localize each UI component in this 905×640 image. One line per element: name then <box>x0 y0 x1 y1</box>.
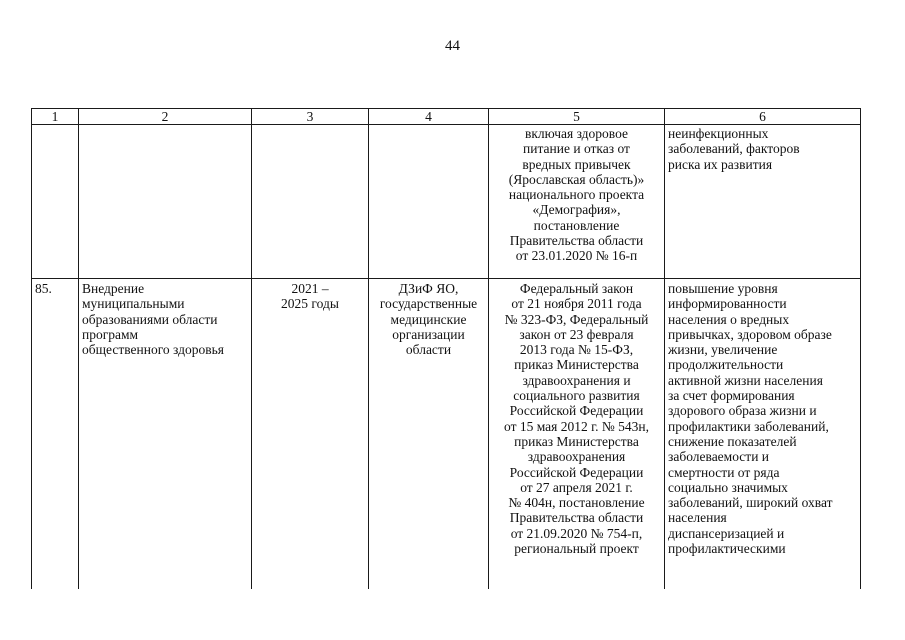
row-number-cell <box>32 125 79 279</box>
period-cell <box>252 279 369 590</box>
cell-text-line: 2013 года № 15-ФЗ, <box>519 342 634 358</box>
legal-basis-cell <box>489 279 665 590</box>
cell-text-line: неинфекционных <box>668 126 769 141</box>
cell-text-line: приказ Министерства <box>514 357 639 373</box>
expected-result-cell <box>665 125 861 279</box>
table-row <box>32 279 861 590</box>
cell-text-line: от 21.09.2020 № 754-п, <box>510 525 643 541</box>
cell-text-line: социального развития <box>513 388 640 404</box>
cell-text-line: от 15 мая 2012 г. № 543н, <box>504 418 649 434</box>
cell-text-line: национального проекта <box>508 187 645 203</box>
cell-text-line: профилактики заболеваний, <box>668 418 829 434</box>
cell-text-line: организации <box>392 326 465 342</box>
cell-text-line: за счет формирования <box>668 388 795 404</box>
cell-text-line: медицинские <box>390 311 467 327</box>
cell-text-line: ДЗиФ ЯО, <box>398 281 459 296</box>
cell-text-line: приказ Министерства <box>514 433 639 449</box>
cell-text-line: области <box>405 342 452 358</box>
cell-text-line: программ <box>82 326 139 342</box>
cell-text-line: здравоохранения и <box>522 372 631 388</box>
cell-text-line: смертности от ряда <box>668 464 780 480</box>
header-col-1: 1 <box>32 109 79 125</box>
cell-text-line: населения <box>668 510 727 526</box>
cell-text-line: государственные <box>379 296 478 312</box>
cell-text-line: жизни, увеличение <box>668 342 778 358</box>
measures-table <box>31 108 861 589</box>
table-header-row <box>32 109 861 125</box>
cell-text-line: общественного здоровья <box>82 342 224 358</box>
cell-text-line: здравоохранения <box>527 449 626 465</box>
cell-text-line: от 21 ноября 2011 года <box>511 296 642 312</box>
cell-text-line: привычках, здоровом образе <box>668 326 832 342</box>
cell-text-line: № 404н, постановление <box>508 495 645 511</box>
cell-text-line: 2025 годы <box>281 296 339 312</box>
cell-text-line: «Демография», <box>532 202 621 218</box>
cell-text-line: от 23.01.2020 № 16-п <box>515 248 638 264</box>
cell-text-line: продолжительности <box>668 357 784 373</box>
cell-text-line: вредных привычек <box>522 156 631 172</box>
measure-name-cell <box>79 125 252 279</box>
cell-text-line: риска их развития <box>668 156 773 172</box>
header-col-5: 5 <box>489 109 665 125</box>
cell-text-line: здорового образа жизни и <box>668 403 817 419</box>
cell-text-line: Правительства области <box>509 510 644 526</box>
measure-name-cell <box>79 279 252 590</box>
cell-text-line: включая здоровое <box>524 126 628 141</box>
page-number: 44 <box>445 38 460 54</box>
header-col-3: 3 <box>252 109 369 125</box>
executor-cell <box>369 125 489 279</box>
cell-text-line: Внедрение <box>82 281 145 296</box>
legal-basis-cell <box>489 125 665 279</box>
period-cell <box>252 125 369 279</box>
cell-text-line: (Ярославская область)» <box>508 171 645 187</box>
cell-text-line: диспансеризацией и <box>668 525 785 541</box>
cell-text-line: Правительства области <box>509 233 644 249</box>
cell-text-line: снижение показателей <box>668 433 797 449</box>
cell-text-line: населения о вредных <box>668 311 790 327</box>
cell-text-line: социально значимых <box>668 479 788 495</box>
cell-text-line: заболеваний, факторов <box>668 141 800 157</box>
cell-text-line: закон от 23 февраля <box>519 326 634 342</box>
cell-text-line: активной жизни населения <box>668 372 823 388</box>
cell-text-line: Федеральный закон <box>519 281 634 296</box>
cell-text-line: региональный проект <box>514 541 639 557</box>
cell-text-line: образованиями области <box>82 311 218 327</box>
header-col-6: 6 <box>665 109 861 125</box>
header-col-2: 2 <box>79 109 252 125</box>
cell-text-line: № 323-ФЗ, Федеральный <box>504 311 649 327</box>
cell-text-line: профилактическими <box>668 541 786 557</box>
header-col-4: 4 <box>369 109 489 125</box>
expected-result-cell <box>665 279 861 590</box>
row-number-cell: 85. <box>32 279 79 590</box>
cell-text-line: заболеваний, широкий охват <box>668 495 833 511</box>
executor-cell <box>369 279 489 590</box>
cell-text-line: постановление <box>533 217 620 233</box>
cell-text-line: муниципальными <box>82 296 185 312</box>
cell-text-line: 2021 – <box>291 281 329 296</box>
cell-text-line: повышение уровня <box>668 281 778 296</box>
cell-text-line: от 27 апреля 2021 г. <box>520 479 633 495</box>
table-row <box>32 125 861 279</box>
cell-text-line: информированности <box>668 296 787 312</box>
cell-text-line: Российской Федерации <box>509 464 644 480</box>
cell-text-line: Российской Федерации <box>509 403 644 419</box>
cell-text-line: питание и отказ от <box>523 141 630 157</box>
cell-text-line: заболеваемости и <box>668 449 770 465</box>
